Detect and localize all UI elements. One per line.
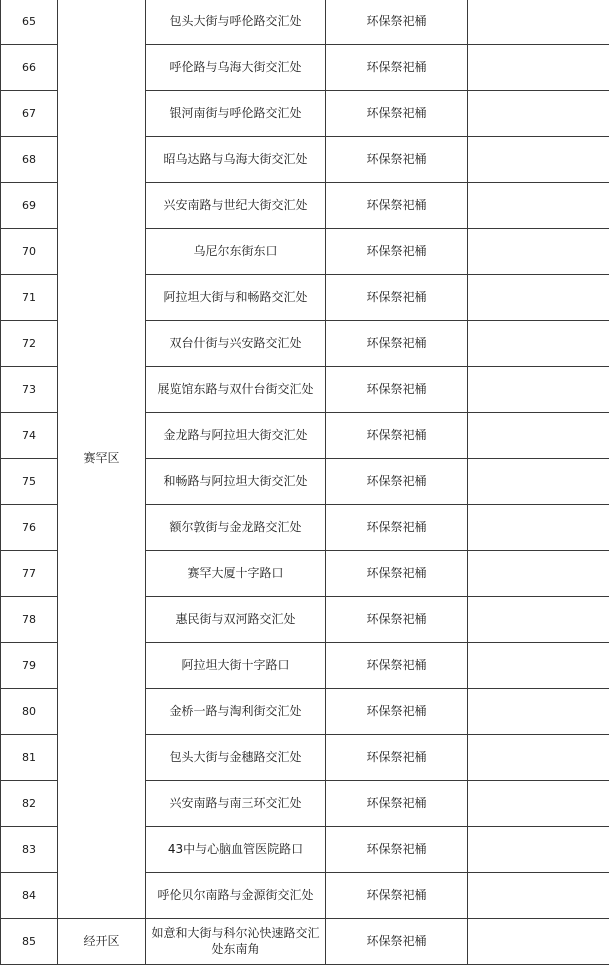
type-cell: 环保祭祀桶 xyxy=(326,229,468,275)
location-cell: 如意和大街与科尔沁快速路交汇处东南角 xyxy=(146,919,326,965)
empty-cell xyxy=(468,873,609,919)
row-number: 80 xyxy=(1,689,58,735)
location-cell: 展览馆东路与双什台街交汇处 xyxy=(146,367,326,413)
location-cell: 和畅路与阿拉坦大街交汇处 xyxy=(146,459,326,505)
row-number: 69 xyxy=(1,183,58,229)
location-cell: 包头大街与呼伦路交汇处 xyxy=(146,0,326,45)
empty-cell xyxy=(468,551,609,597)
empty-cell xyxy=(468,735,609,781)
row-number: 75 xyxy=(1,459,58,505)
row-number: 77 xyxy=(1,551,58,597)
location-cell: 昭乌达路与乌海大街交汇处 xyxy=(146,137,326,183)
empty-cell xyxy=(468,827,609,873)
empty-cell xyxy=(468,643,609,689)
empty-cell xyxy=(468,91,609,137)
type-cell: 环保祭祀桶 xyxy=(326,91,468,137)
type-cell: 环保祭祀桶 xyxy=(326,45,468,91)
row-number: 76 xyxy=(1,505,58,551)
location-cell: 双台什街与兴安路交汇处 xyxy=(146,321,326,367)
empty-cell xyxy=(468,919,609,965)
location-cell: 金桥一路与淘利街交汇处 xyxy=(146,689,326,735)
row-number: 67 xyxy=(1,91,58,137)
empty-cell xyxy=(468,275,609,321)
row-number: 65 xyxy=(1,0,58,45)
row-number: 70 xyxy=(1,229,58,275)
row-number: 81 xyxy=(1,735,58,781)
empty-cell xyxy=(468,505,609,551)
empty-cell xyxy=(468,45,609,91)
type-cell: 环保祭祀桶 xyxy=(326,459,468,505)
row-number: 71 xyxy=(1,275,58,321)
location-cell: 呼伦贝尔南路与金源街交汇处 xyxy=(146,873,326,919)
type-cell: 环保祭祀桶 xyxy=(326,735,468,781)
location-cell: 阿拉坦大街十字路口 xyxy=(146,643,326,689)
empty-cell xyxy=(468,183,609,229)
table-row xyxy=(1,0,609,45)
type-cell: 环保祭祀桶 xyxy=(326,367,468,413)
row-number: 66 xyxy=(1,45,58,91)
empty-cell xyxy=(468,689,609,735)
type-cell: 环保祭祀桶 xyxy=(326,643,468,689)
type-cell: 环保祭祀桶 xyxy=(326,183,468,229)
row-number: 82 xyxy=(1,781,58,827)
empty-cell xyxy=(468,413,609,459)
type-cell: 环保祭祀桶 xyxy=(326,0,468,45)
row-number: 68 xyxy=(1,137,58,183)
row-number: 79 xyxy=(1,643,58,689)
row-number: 78 xyxy=(1,597,58,643)
location-cell: 惠民街与双河路交汇处 xyxy=(146,597,326,643)
location-cell: 额尔敦街与金龙路交汇处 xyxy=(146,505,326,551)
location-cell: 阿拉坦大街与和畅路交汇处 xyxy=(146,275,326,321)
location-cell: 呼伦路与乌海大街交汇处 xyxy=(146,45,326,91)
location-cell: 包头大街与金穗路交汇处 xyxy=(146,735,326,781)
row-number: 84 xyxy=(1,873,58,919)
type-cell: 环保祭祀桶 xyxy=(326,505,468,551)
location-cell: 兴安南路与世纪大街交汇处 xyxy=(146,183,326,229)
type-cell: 环保祭祀桶 xyxy=(326,873,468,919)
row-number: 72 xyxy=(1,321,58,367)
empty-cell xyxy=(468,321,609,367)
location-cell: 赛罕大厦十字路口 xyxy=(146,551,326,597)
location-cell: 兴安南路与南三环交汇处 xyxy=(146,781,326,827)
type-cell: 环保祭祀桶 xyxy=(326,597,468,643)
row-number: 73 xyxy=(1,367,58,413)
type-cell: 环保祭祀桶 xyxy=(326,919,468,965)
type-cell: 环保祭祀桶 xyxy=(326,827,468,873)
empty-cell xyxy=(468,597,609,643)
type-cell: 环保祭祀桶 xyxy=(326,689,468,735)
type-cell: 环保祭祀桶 xyxy=(326,551,468,597)
location-cell: 43中与心脑血管医院路口 xyxy=(146,827,326,873)
row-number: 85 xyxy=(1,919,58,965)
empty-cell xyxy=(468,229,609,275)
row-number: 74 xyxy=(1,413,58,459)
type-cell: 环保祭祀桶 xyxy=(326,781,468,827)
empty-cell xyxy=(468,0,609,45)
empty-cell xyxy=(468,367,609,413)
type-cell: 环保祭祀桶 xyxy=(326,413,468,459)
district-cell: 经开区 xyxy=(58,919,146,965)
empty-cell xyxy=(468,137,609,183)
district-cell: 赛罕区 xyxy=(58,0,146,919)
table-row xyxy=(1,919,609,965)
type-cell: 环保祭祀桶 xyxy=(326,321,468,367)
empty-cell xyxy=(468,781,609,827)
row-number: 83 xyxy=(1,827,58,873)
location-cell: 银河南街与呼伦路交汇处 xyxy=(146,91,326,137)
location-cell: 乌尼尔东街东口 xyxy=(146,229,326,275)
type-cell: 环保祭祀桶 xyxy=(326,137,468,183)
type-cell: 环保祭祀桶 xyxy=(326,275,468,321)
location-cell: 金龙路与阿拉坦大街交汇处 xyxy=(146,413,326,459)
empty-cell xyxy=(468,459,609,505)
